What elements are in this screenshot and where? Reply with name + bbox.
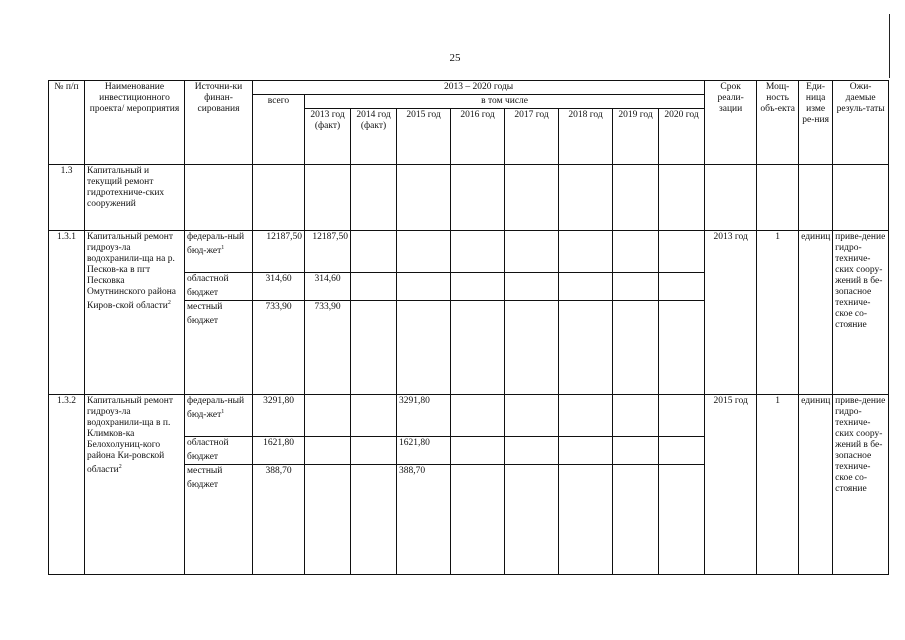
funding-total: 388,70 bbox=[253, 465, 305, 575]
table-row bbox=[49, 395, 889, 437]
header-name: Наименование инвестиционного проекта/ мероприятия bbox=[85, 81, 185, 165]
funding-total: 733,90 bbox=[253, 301, 305, 395]
header-year-2015: 2015 год bbox=[397, 109, 451, 165]
funding-2013: 314,60 bbox=[305, 273, 351, 301]
project-capacity: 1 bbox=[757, 231, 799, 395]
funding-source: федераль-ный бюд-жет$^1$ bbox=[185, 231, 253, 273]
funding-2013: 12187,50 bbox=[305, 231, 351, 273]
margin-line bbox=[889, 14, 890, 78]
header-unit: Еди-ница изме ре-ния bbox=[799, 81, 833, 165]
funding-2015 bbox=[397, 273, 451, 301]
funding-2015 bbox=[397, 231, 451, 273]
project-no: 1.3.2 bbox=[49, 395, 85, 575]
header-year-2013: 2013 год (факт) bbox=[305, 109, 351, 165]
project-unit: единиц bbox=[799, 395, 833, 575]
funding-2013 bbox=[305, 395, 351, 437]
header-year-2019: 2019 год bbox=[613, 109, 659, 165]
funding-2013 bbox=[305, 465, 351, 575]
header-term: Срок реали-зации bbox=[705, 81, 757, 165]
table-row bbox=[49, 231, 889, 273]
section-no: 1.3 bbox=[49, 165, 85, 231]
funding-2015: 388,70 bbox=[397, 465, 451, 575]
funding-total: 1621,80 bbox=[253, 437, 305, 465]
header-year-2016: 2016 год bbox=[451, 109, 505, 165]
project-no: 1.3.1 bbox=[49, 231, 85, 395]
investment-table bbox=[48, 80, 889, 575]
project-unit: единиц bbox=[799, 231, 833, 395]
project-term: 2015 год bbox=[705, 395, 757, 575]
project-term: 2013 год bbox=[705, 231, 757, 395]
funding-source: местный бюджет bbox=[185, 465, 253, 575]
funding-2015: 3291,80 bbox=[397, 395, 451, 437]
header-results: Ожи-даемые резуль-таты bbox=[833, 81, 889, 165]
header-capacity: Мощ-ность объ-екта bbox=[757, 81, 799, 165]
funding-total: 3291,80 bbox=[253, 395, 305, 437]
funding-2015: 1621,80 bbox=[397, 437, 451, 465]
funding-source: местный бюджет bbox=[185, 301, 253, 395]
table-row-section bbox=[49, 165, 889, 231]
funding-source: федераль-ный бюд-жет$^1$ bbox=[185, 395, 253, 437]
page-number: 25 bbox=[449, 52, 461, 64]
header-year-2018: 2018 год bbox=[559, 109, 613, 165]
header-period: 2013 – 2020 годы bbox=[253, 81, 705, 95]
project-result: приве-дение гидро-техниче-ских соору-жений в бе-зопасное техниче-ское со-стояние bbox=[833, 231, 889, 395]
funding-2013: 733,90 bbox=[305, 301, 351, 395]
header-year-2020: 2020 год bbox=[659, 109, 705, 165]
header-total: всего bbox=[253, 95, 305, 165]
project-name: Капитальный ремонт гидроуз-ла водохранили-ща в п. Климков-ка Белохолуниц-кого района Ки-ровской области$^2$ bbox=[85, 395, 185, 575]
header-year-2017: 2017 год bbox=[505, 109, 559, 165]
funding-2013 bbox=[305, 437, 351, 465]
funding-source: областной бюджет bbox=[185, 437, 253, 465]
funding-total: 12187,50 bbox=[253, 231, 305, 273]
header-no: № п/п bbox=[49, 81, 85, 165]
project-capacity: 1 bbox=[757, 395, 799, 575]
funding-2015 bbox=[397, 301, 451, 395]
funding-source: областной бюджет bbox=[185, 273, 253, 301]
header-year-2014: 2014 год (факт) bbox=[351, 109, 397, 165]
project-name: Капитальный ремонт гидроуз-ла водохранили-ща на р. Песков-ка в пгт Песковка Омутнинского района Киров-ской области$^2$ bbox=[85, 231, 185, 395]
header-including: в том числе bbox=[305, 95, 705, 109]
header-source: Источни-ки финан-сирования bbox=[185, 81, 253, 165]
section-name: Капитальный и текущий ремонт гидротехниче-ских сооружений bbox=[85, 165, 185, 231]
project-result: приве-дение гидро-техниче-ских соору-жений в бе-зопасное техниче-ское со-стояние bbox=[833, 395, 889, 575]
funding-total: 314,60 bbox=[253, 273, 305, 301]
